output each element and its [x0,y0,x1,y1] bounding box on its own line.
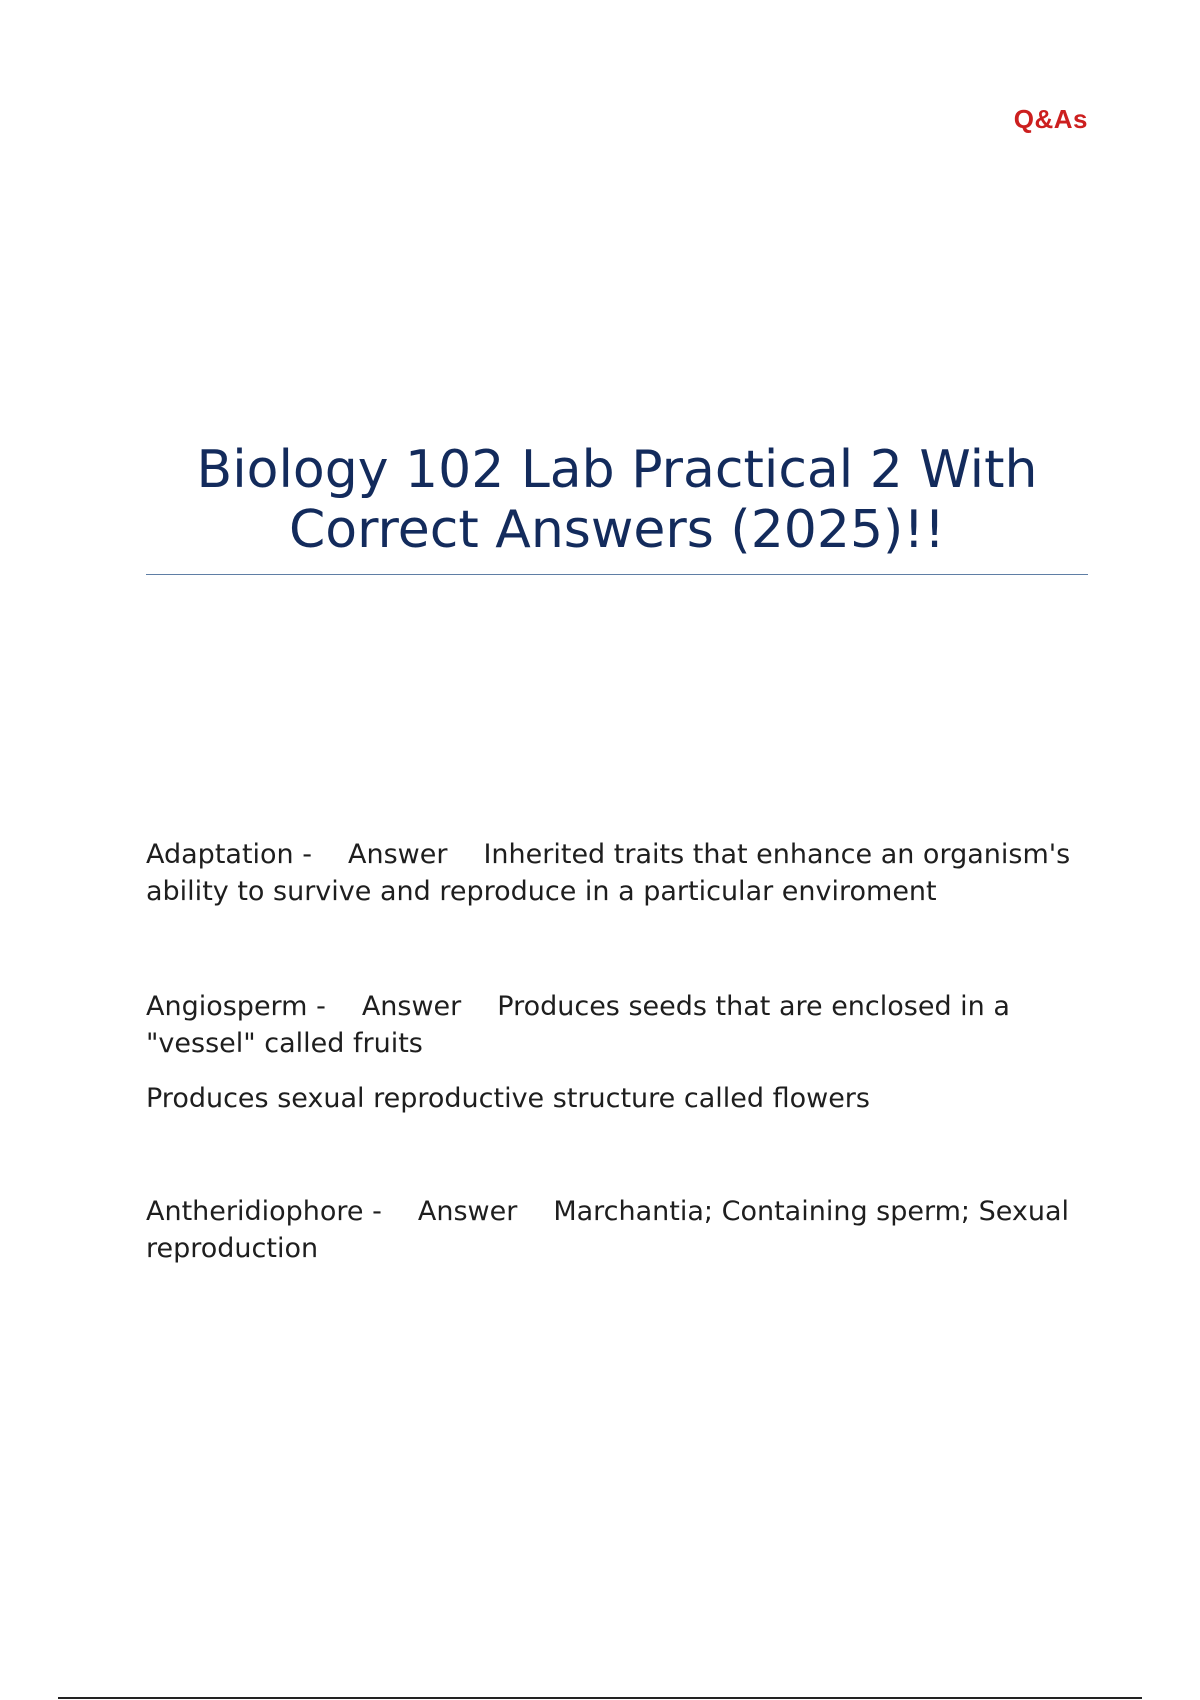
qa-term: Antheridiophore - [146,1196,382,1227]
qa-entry [146,836,1076,910]
document-title-line-2: Correct Answers (2025)!! [288,500,946,560]
qa-term: Adaptation - [146,839,312,870]
qa-answer-extra: Produces sexual reproductive structure called flowers [146,1083,870,1114]
title-block [146,440,1088,575]
qa-answer: Inherited traits that enhance an organism's ability to survive and reproduce in a particular enviroment [146,839,1071,907]
qa-answer-label: Answer [348,839,448,870]
qa-entry [146,1193,1076,1267]
qa-item [146,1193,1076,1267]
document-title-line-1: Biology 102 Lab Practical 2 With [196,440,1038,500]
qa-list [146,836,1076,1267]
qa-item [146,836,1076,910]
footer-rule [58,1697,1142,1699]
title-underline [146,574,1088,575]
qa-answer-label: Answer [361,991,462,1022]
qa-item [146,988,1076,1117]
qa-header-tag: Q&As [1013,104,1088,134]
qa-answer-label: Answer [417,1196,518,1227]
qa-answer: Marchantia; Containing sperm; Sexual reproduction [146,1196,1070,1264]
qa-term: Angiosperm - [146,991,326,1022]
qa-entry [146,988,1076,1062]
qa-answer: Produces seeds that are enclosed in a "vessel" called fruits [146,991,1010,1059]
document-title [146,440,1088,560]
